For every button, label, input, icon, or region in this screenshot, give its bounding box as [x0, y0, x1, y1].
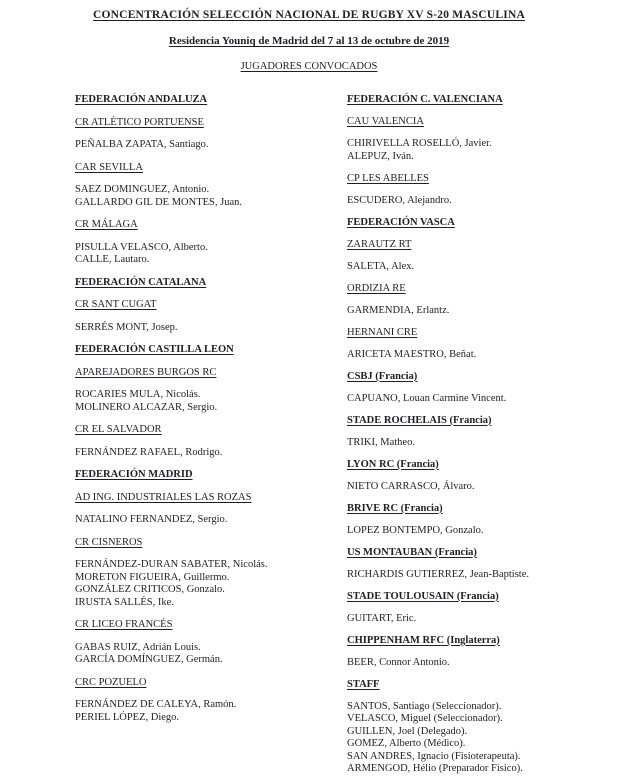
federation-heading: [347, 217, 615, 230]
player-group: [347, 569, 615, 582]
federation-heading-label: FEDERACIÓN CASTILLA LEON: [75, 344, 234, 355]
player-name: CALLE, Lautaro.: [75, 254, 150, 265]
player-name: NIETO CARRASCO, Álvaro.: [347, 480, 475, 492]
federation-heading: [347, 94, 615, 107]
player-group: [75, 139, 343, 152]
club-heading-label: BRIVE RC (Francia): [347, 502, 443, 514]
player-name: FERNÁNDEZ RAFAEL, Rodrigo.: [75, 446, 223, 458]
player-group: [347, 393, 615, 406]
club-heading-label: ORDIZIA RE: [347, 282, 406, 294]
club-heading: [347, 283, 615, 296]
player-group: [75, 559, 343, 609]
federation-heading-label: FEDERACIÓN ANDALUZA: [75, 94, 208, 105]
player-name: GARMENDIA, Erlantz.: [347, 304, 450, 316]
club-heading-label: CR EL SALVADOR: [75, 424, 162, 435]
player-name: SALETA, Alex.: [347, 260, 415, 272]
player-name: GUITART, Eric.: [347, 612, 417, 624]
player-group: [347, 657, 615, 670]
player-name: ESCUDERO, Alejandro.: [347, 194, 452, 206]
player-name: SERRÉS MONT, Josep.: [75, 321, 178, 333]
player-name: PISULLA VELASCO, Alberto.: [75, 241, 208, 253]
club-heading: [347, 591, 615, 604]
player-name: FERNÁNDEZ DE CALEYA, Ramón.: [75, 699, 237, 710]
player-name: PEÑALBA ZAPATA, Santiago.: [75, 139, 209, 150]
player-group: [75, 514, 343, 527]
club-heading: [75, 299, 343, 312]
club-heading: [347, 173, 615, 186]
club-heading: [347, 635, 615, 648]
player-name: IRUSTA SALLÉS, Ike.: [75, 596, 174, 608]
player-name: GONZÁLEZ CRITICOS, Gonzalo.: [75, 584, 225, 595]
club-heading: [75, 424, 343, 437]
player-group: [347, 195, 615, 208]
player-group: [75, 322, 343, 335]
columns-container: [0, 94, 618, 784]
player-name: TRIKI, Matheo.: [347, 436, 415, 448]
player-group: [347, 613, 615, 626]
federation-heading-label: FEDERACIÓN C. VALENCIANA: [347, 94, 503, 105]
player-name: CHIRIVELLA ROSELLÓ, Javier.: [347, 138, 492, 149]
player-group: [347, 261, 615, 274]
player-group: [75, 642, 343, 667]
player-name: SAEZ DOMINGUEZ, Antonio.: [75, 184, 210, 195]
federation-heading: [75, 344, 343, 357]
club-heading: [75, 537, 343, 550]
player-name: NATALINO FERNANDEZ, Sergio.: [75, 514, 228, 525]
player-name: SANTOS, Santiago (Seleccionador).: [347, 700, 502, 712]
player-name: VELASCO, Miguel (Seleccionador).: [347, 713, 503, 724]
club-heading-label: CR SANT CUGAT: [75, 299, 157, 310]
player-group: [75, 184, 343, 209]
player-group: [75, 389, 343, 414]
federation-heading-label: FEDERACIÓN MADRID: [75, 469, 193, 480]
club-heading: [347, 679, 615, 692]
column-right: [347, 94, 615, 776]
player-name: BEER, Connor Antonio.: [347, 656, 450, 668]
club-heading: [75, 677, 343, 690]
player-group: [347, 138, 615, 163]
player-name: GARCÍA DOMÍNGUEZ, Germán.: [75, 654, 223, 665]
club-heading-label: CAU VALENCIA: [347, 116, 424, 127]
player-name: ARICETA MAESTRO, Beñat.: [347, 348, 477, 360]
document-subtitle: Residencia Youniq de Madrid del 7 al 13 de octubre de 2019: [168, 35, 450, 47]
club-heading: [75, 117, 343, 130]
player-name: MOLINERO ALCAZAR, Sergio.: [75, 401, 218, 413]
club-heading-label: APAREJADORES BURGOS RC: [75, 366, 217, 378]
player-name: GABAS RUIZ, Adrián Louis.: [75, 641, 201, 653]
player-name: GUILLEN, Joel (Delegado).: [347, 725, 468, 737]
federation-heading: [75, 277, 343, 290]
club-heading: [347, 116, 615, 129]
club-heading-label: CR LICEO FRANCÉS: [75, 619, 173, 630]
club-heading-label: CAR SEVILLA: [75, 161, 143, 173]
player-name: CAPUANO, Louan Carmine Vincent.: [347, 392, 507, 404]
player-name: FERNÁNDEZ-DURAN SABATER, Nicolás.: [75, 559, 268, 570]
club-heading-label: CP LES ABELLES: [347, 172, 429, 184]
club-heading-label: AD ING. INDUSTRIALES LAS ROZAS: [75, 491, 252, 503]
club-heading-label: CHIPPENHAM RFC (Inglaterra): [347, 634, 500, 646]
player-name: ALEPUZ, Iván.: [347, 150, 414, 162]
player-name: ARMENGOD, Hélio (Preparador Físico).: [347, 763, 523, 774]
federation-heading-label: FEDERACIÓN VASCA: [347, 216, 455, 228]
player-name: GALLARDO GIL DE MONTES, Juan.: [75, 196, 243, 208]
club-heading-label: US MONTAUBAN (Francia): [347, 546, 477, 558]
club-heading: [347, 459, 615, 472]
club-heading-label: STADE ROCHELAIS (Francia): [347, 414, 492, 426]
club-heading: [75, 219, 343, 232]
club-heading: [75, 619, 343, 632]
player-name: SAN ANDRES, Ignacio (Fisioterapeuta).: [347, 750, 521, 762]
club-heading-label: LYON RC (Francia): [347, 458, 439, 470]
column-left: [75, 94, 343, 724]
club-heading: [347, 547, 615, 560]
club-heading-label: CSBJ (Francia): [347, 370, 418, 382]
club-heading-label: HERNANI CRE: [347, 326, 418, 338]
player-group: [347, 437, 615, 450]
club-heading-label: CR ATLÉTICO PORTUENSE: [75, 116, 204, 128]
club-heading-label: CR CISNEROS: [75, 536, 143, 548]
player-group: [347, 481, 615, 494]
club-heading: [75, 367, 343, 380]
player-name: MORETON FIGUEIRA, Guillermo.: [75, 571, 230, 583]
player-name: RICHARDIS GUTIERREZ, Jean-Baptiste.: [347, 568, 529, 580]
federation-heading: [75, 469, 343, 482]
player-group: [347, 701, 615, 776]
player-name: GOMEZ, Alberto (Médico).: [347, 738, 466, 749]
player-group: [347, 349, 615, 362]
federation-heading-label: FEDERACIÓN CATALANA: [75, 276, 207, 288]
player-group: [75, 242, 343, 267]
player-name: ROCARIES MULA, Nicolás.: [75, 389, 201, 400]
club-heading-label: STAFF: [347, 678, 380, 690]
player-group: [347, 305, 615, 318]
federation-heading: [75, 94, 343, 107]
club-heading: [347, 327, 615, 340]
player-group: [75, 699, 343, 724]
document-title: CONCENTRACIÓN SELECCIÓN NACIONAL DE RUGBY XV S-20 MASCULINA: [93, 9, 525, 21]
club-heading: [347, 415, 615, 428]
player-name: PERIEL LÓPEZ, Diego.: [75, 711, 180, 723]
club-heading-label: CRC POZUELO: [75, 676, 147, 688]
player-group: [347, 525, 615, 538]
club-heading: [347, 503, 615, 516]
club-heading: [347, 371, 615, 384]
club-heading-label: STADE TOULOUSAIN (Francia): [347, 590, 499, 602]
club-heading: [347, 239, 615, 252]
club-heading-label: ZARAUTZ RT: [347, 238, 412, 250]
player-name: LOPEZ BONTEMPO, Gonzalo.: [347, 524, 484, 536]
player-group: [75, 447, 343, 460]
club-heading: [75, 492, 343, 505]
section-heading: JUGADORES CONVOCADOS: [240, 61, 378, 72]
club-heading: [75, 162, 343, 175]
club-heading-label: CR MÁLAGA: [75, 219, 138, 230]
